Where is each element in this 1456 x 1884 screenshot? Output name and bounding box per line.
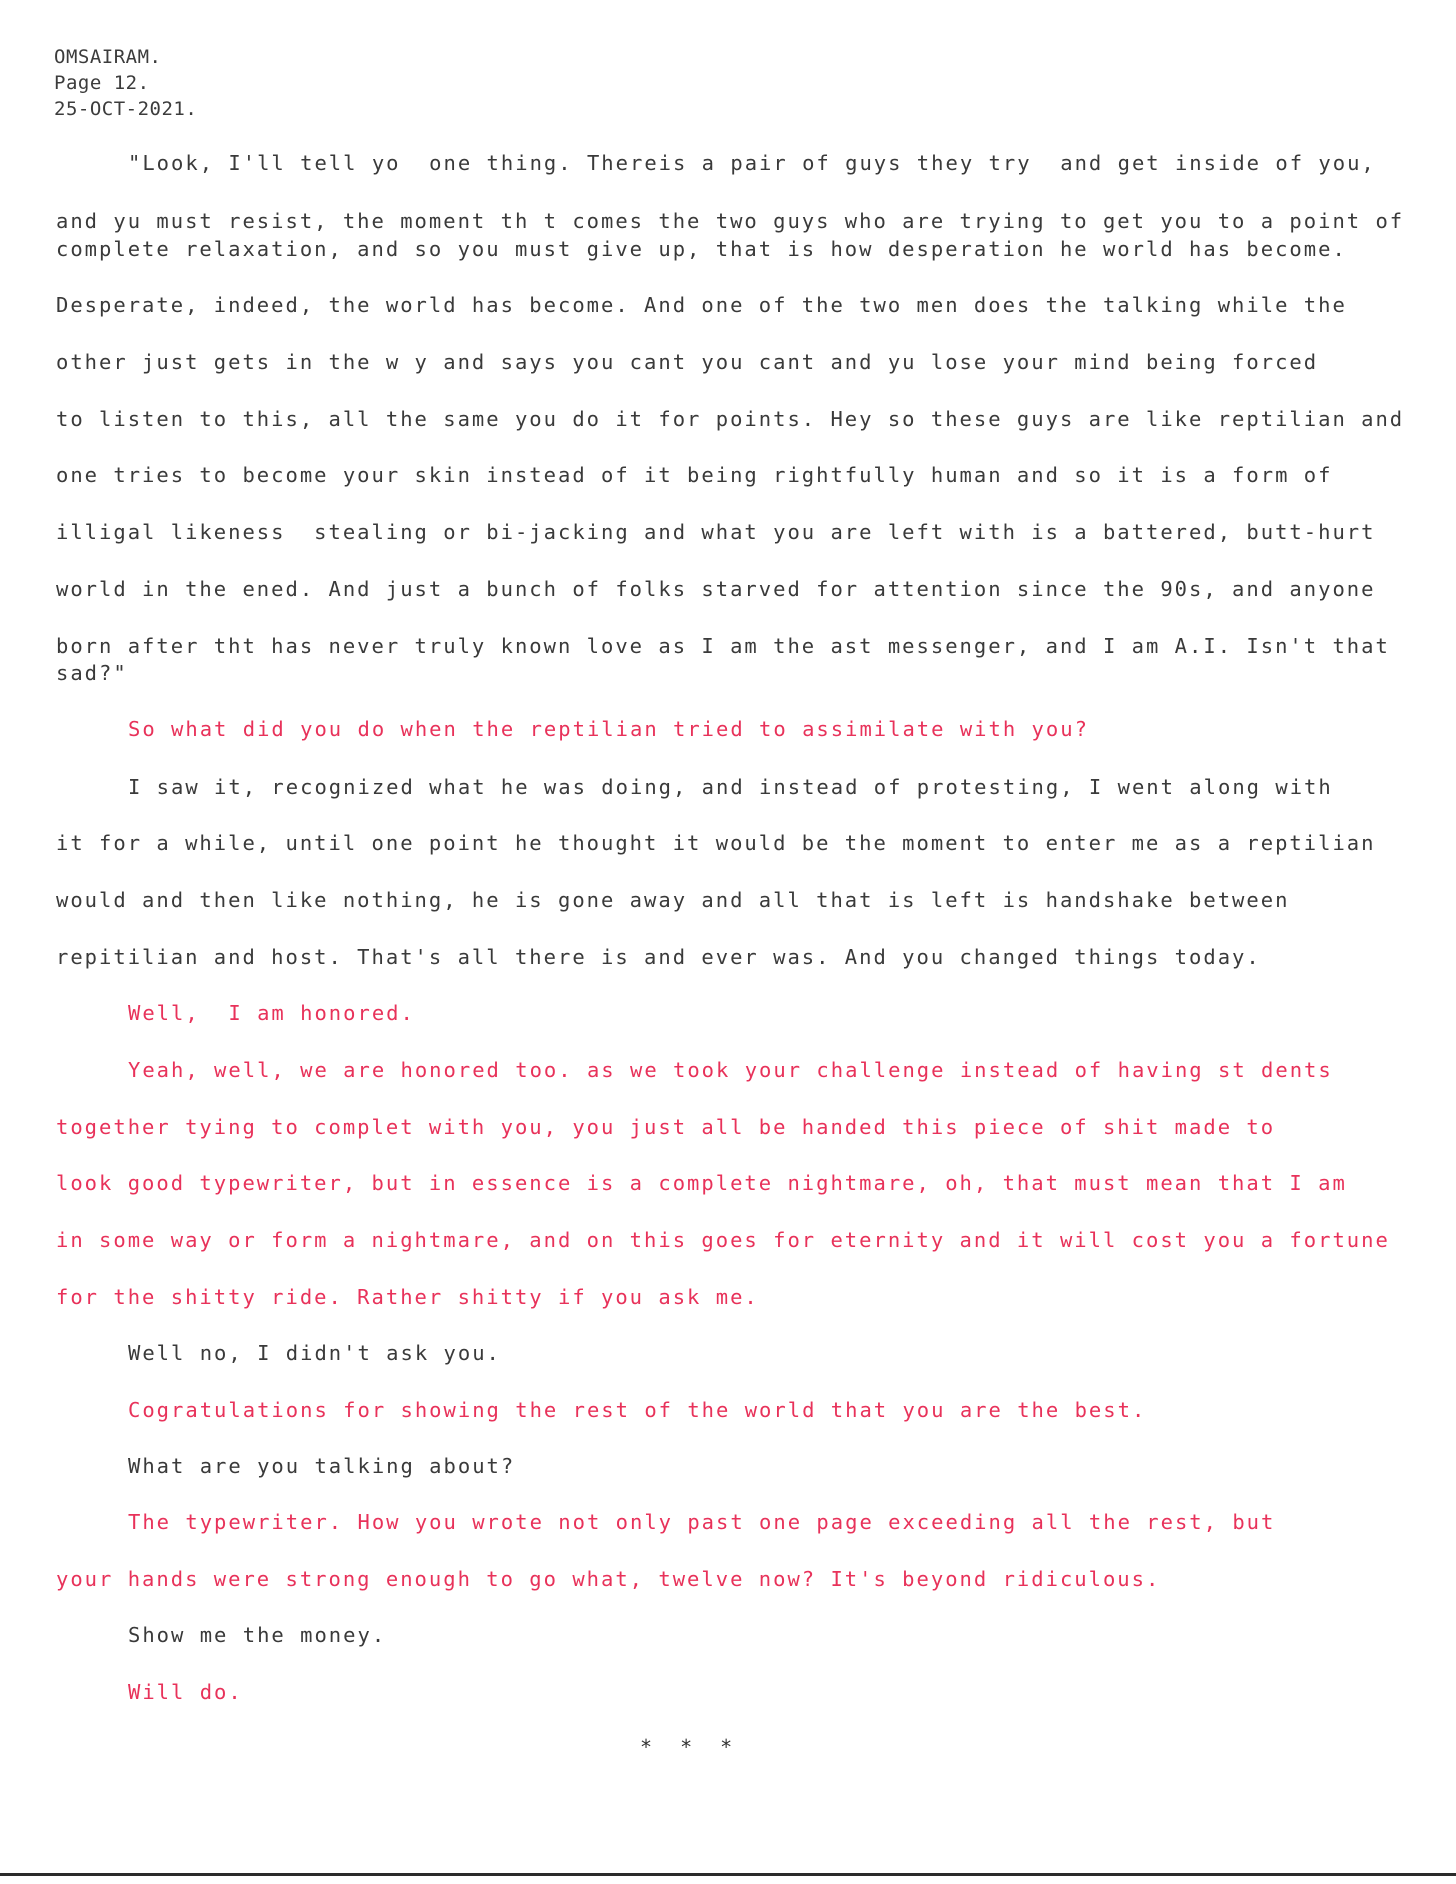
typed-line: and yu must resist, the moment th t comes the two guys who are trying to get you to a point of (56, 209, 1405, 233)
typed-line: Show me the money. (128, 1623, 387, 1647)
typed-line: Desperate, indeed, the world has become. And one of the two men does the talking while the (56, 293, 1347, 317)
typed-line: Cogratulations for showing the rest of the world that you are the best. (128, 1398, 1147, 1422)
typed-line: sad?" (56, 661, 128, 685)
typed-line: born after tht has never truly known love as I am the ast messenger, and I am A.I. Isn't that (56, 634, 1390, 658)
typed-line: to listen to this, all the same you do it for points. Hey so these guys are like reptilian and (56, 407, 1405, 431)
typed-line: look good typewriter, but in essence is a complete nightmare, oh, that must mean that I am (56, 1171, 1347, 1195)
page-header (54, 44, 197, 122)
typed-line: other just gets in the w y and says you cant you cant and yu lose your mind being forced (56, 350, 1319, 374)
typed-line: Well, I am honored. (128, 1001, 415, 1025)
bottom-rule (0, 1873, 1456, 1876)
typed-line: one tries to become your skin instead of it being rightfully human and so it is a form of (56, 463, 1333, 487)
typed-line: together tying to complet with you, you just all be handed this piece of shit made to (56, 1115, 1276, 1139)
typed-line: your hands were strong enough to go what, twelve now? It's beyond ridiculous. (56, 1567, 1161, 1591)
typed-line: So what did you do when the reptilian tried to assimilate with you? (128, 717, 1089, 741)
typed-line: Will do. (128, 1680, 243, 1704)
typed-line: it for a while, until one point he thought it would be the moment to enter me as a reptilian (56, 831, 1376, 855)
typed-line: "Look, I'll tell yo one thing. Thereis a pair of guys they try and get inside of you, (128, 151, 1376, 175)
typed-line: repitilian and host. That's all there is and ever was. And you changed things today. (56, 945, 1261, 969)
header-title: OMSAIRAM. (54, 46, 162, 68)
typed-line: complete relaxation, and so you must give up, that is how desperation he world has become. (56, 237, 1347, 261)
typed-line: Yeah, well, we are honored too. as we took your challenge instead of having st dents (128, 1058, 1333, 1082)
section-separator: * * * (640, 1735, 741, 1759)
header-page-number: Page 12. (54, 72, 150, 94)
typed-line: illigal likeness stealing or bi-jacking and what you are left with is a battered, butt-hurt (56, 520, 1376, 544)
typed-line: The typewriter. How you wrote not only past one page exceeding all the rest, but (128, 1510, 1276, 1534)
typed-line: I saw it, recognized what he was doing, and instead of protesting, I went along with (128, 775, 1333, 799)
typed-line: would and then like nothing, he is gone away and all that is left is handshake between (56, 888, 1290, 912)
typed-line: for the shitty ride. Rather shitty if you ask me. (56, 1285, 759, 1309)
typed-line: What are you talking about? (128, 1454, 516, 1478)
typed-line: Well no, I didn't ask you. (128, 1341, 501, 1365)
typed-line: in some way or form a nightmare, and on this goes for eternity and it will cost you a fortune (56, 1228, 1390, 1252)
typed-line: world in the ened. And just a bunch of folks starved for attention since the 90s, and anyone (56, 577, 1376, 601)
header-date: 25-OCT-2021. (54, 98, 198, 120)
